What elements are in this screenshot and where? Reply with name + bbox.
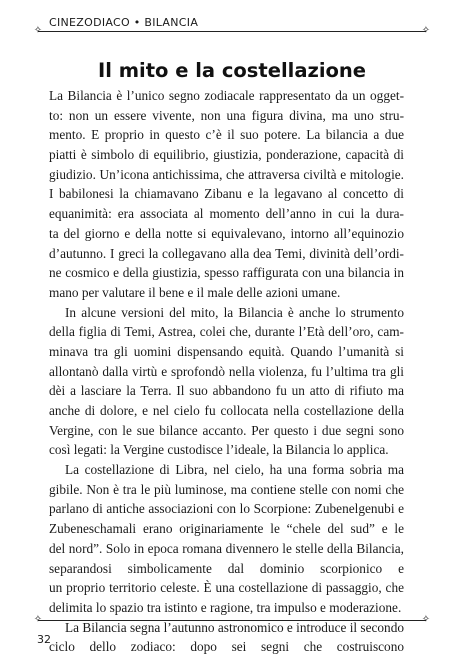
body-text bbox=[49, 86, 404, 657]
chapter-title: Il mito e la costellazione bbox=[97, 59, 367, 82]
text-line: giudizio. Un’icona antichissima, che attraversa civiltà e mitologie. bbox=[49, 166, 404, 182]
text-line: equanimità: era associata al momento dell’anno in cui la dura- bbox=[49, 206, 404, 222]
footer-rule-right-ornament: ✧ bbox=[421, 614, 431, 625]
text-line: anche di dolore, e nel cielo fu collocata nella costellazione della bbox=[49, 403, 404, 418]
text-line: allontanò dalla virtù e sprofondò nella violenza, fu l’ultima tra gli bbox=[49, 363, 404, 379]
text-line: La costellazione di Libra, nel cielo, ha una forma sobria ma bbox=[65, 462, 404, 478]
text-line: mento. E proprio in questo c’è il suo potere. La bilancia a due bbox=[49, 127, 404, 143]
text-line: così legati: la Vergine custodisce l’ideale, la Bilancia lo applica. bbox=[49, 442, 389, 458]
text-line: La Bilancia è l’unico segno zodiacale rappresentato da un ogget- bbox=[49, 88, 404, 103]
page-number: 32 bbox=[37, 633, 51, 646]
text-line: separandosi simbolicamente dal dominio scorpionico e bbox=[49, 560, 404, 576]
header-rule bbox=[38, 31, 426, 32]
text-line: dèi a lasciare la Terra. Il suo abbandono fu un atto di rifiuto ma bbox=[49, 383, 404, 399]
text-line: del nord”. Solo in epoca romana divennero le stelle della Bilancia, bbox=[49, 540, 404, 556]
footer-rule bbox=[38, 620, 426, 621]
text-line: I babilonesi la chiamavano Zibanu e la legavano al concetto di bbox=[49, 186, 404, 202]
text-line: mano per valutare il bene e il male delle azioni umane. bbox=[49, 284, 341, 300]
header-rule-right-ornament: ✧ bbox=[421, 25, 431, 36]
text-line: della figlia di Temi, Astrea, colei che, durante l’Età dell’oro, cam- bbox=[49, 324, 404, 340]
text-line: In alcune versioni del mito, la Bilancia è anche lo strumento bbox=[65, 304, 404, 320]
text-line: piatti è simbolo di equilibrio, giustizia, ponderazione, capacità di bbox=[49, 147, 404, 163]
text-line: Vergine, con le sue bilance accanto. Per questo i due segni sono bbox=[49, 422, 404, 438]
text-line: ta del giorno e della notte si equivalevano, intorno all’equinozio bbox=[49, 225, 404, 241]
text-line: d’autunno. I greci la collegavano alla dea Temi, divinità dell’ordi- bbox=[49, 245, 404, 261]
text-line: Zubeneschamali erano originariamente le “chele del sud” e le bbox=[49, 521, 404, 537]
text-line: to: non un essere vivente, non una figura divina, ma uno stru- bbox=[49, 107, 404, 123]
text-line: gibile. Non è tra le più luminose, ma contiene stelle con nomi che bbox=[49, 481, 404, 497]
footer-rule-left-ornament: ✧ bbox=[33, 614, 43, 625]
text-line: La Bilancia segna l’autunno astronomico e introduce il secondo bbox=[65, 619, 404, 635]
text-line: delimita lo spazio tra istinto e ragione, tra impulso e moderazione. bbox=[49, 599, 402, 615]
text-line: parlano di antiche associazioni con lo Scorpione: Zubenelgenubi e bbox=[49, 501, 404, 517]
text-line: un proprio territorio celeste. È una costellazione di passaggio, che bbox=[49, 580, 404, 596]
text-line: ciclo dello zodiaco: dopo sei segni che costruiscono bbox=[49, 639, 404, 655]
running-head: CINEZODIACO • BILANCIA bbox=[49, 16, 199, 29]
text-line: minava tra gli uomini dispensando equità. Quando l’umanità si bbox=[49, 343, 404, 359]
text-line: ne cosmico e della giustizia, spesso raffigurata con una bilancia in bbox=[49, 265, 404, 281]
header-rule-left-ornament: ✧ bbox=[33, 25, 43, 36]
